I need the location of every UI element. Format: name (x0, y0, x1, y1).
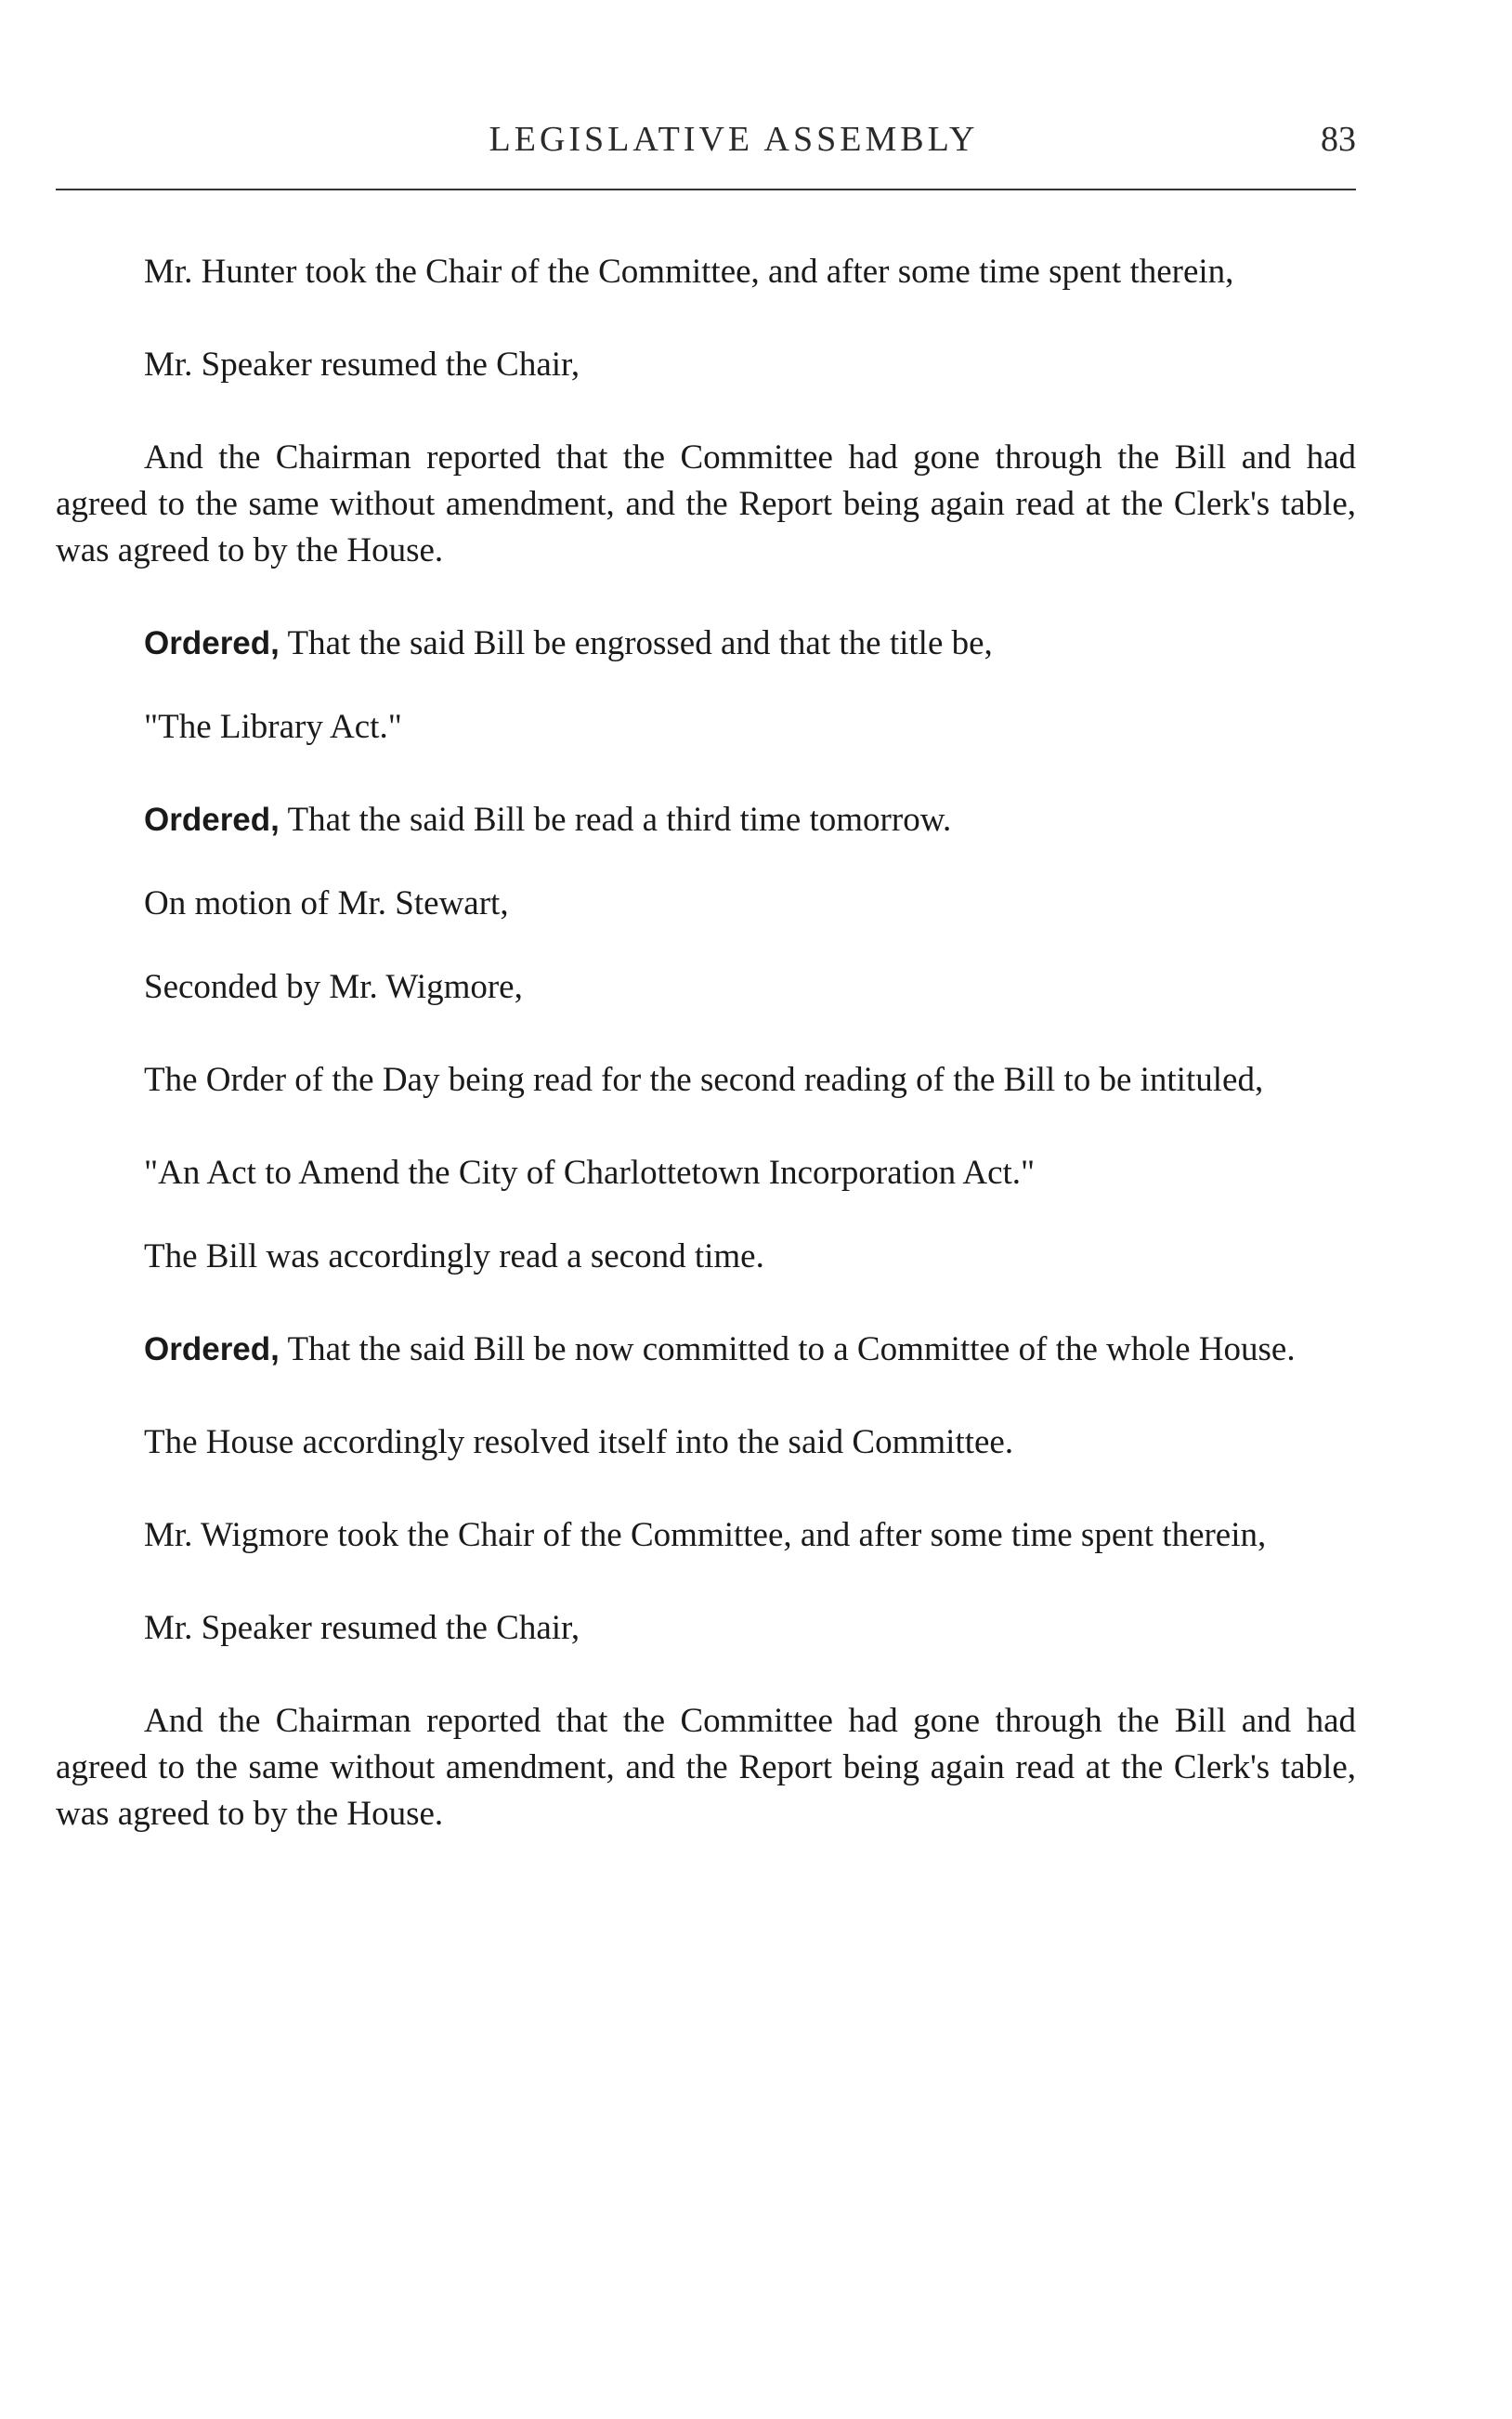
paragraph (56, 704, 1356, 751)
paragraph-text: "An Act to Amend the City of Charlottetown Incorporation Act." (144, 1154, 1036, 1192)
paragraph (56, 1512, 1356, 1559)
paragraph (56, 1605, 1356, 1652)
body-text (56, 249, 1356, 1884)
paragraph-text: The Bill was accordingly read a second time. (144, 1237, 764, 1275)
ordered-paragraph (56, 797, 1356, 843)
paragraph-text: And the Chairman reported that the Committee had gone through the Bill and had agreed to the same without amendment, and the Report being again read at the Clerk's table, was agreed to by the House. (56, 438, 1356, 569)
page-number: 83 (1321, 120, 1356, 159)
running-title: LEGISLATIVE ASSEMBLY (489, 120, 979, 159)
paragraph (56, 249, 1356, 295)
paragraph-text: On motion of Mr. Stewart, (144, 884, 509, 922)
ordered-label: Ordered, (144, 802, 280, 838)
running-head (56, 119, 1356, 175)
paragraph-text: Mr. Hunter took the Chair of the Committee, and after some time spent therein, (144, 253, 1234, 291)
paragraph (56, 1234, 1356, 1280)
ordered-paragraph (56, 1327, 1356, 1373)
paragraph (56, 881, 1356, 927)
paragraph-text: The Order of the Day being read for the second reading of the Bill to be intituled, (144, 1061, 1264, 1099)
paragraph-text: The House accordingly resolved itself into the said Committee. (144, 1423, 1014, 1461)
paragraph-text: Mr. Speaker resumed the Chair, (144, 346, 580, 384)
ordered-label: Ordered, (144, 1331, 280, 1367)
paragraph-text: Mr. Speaker resumed the Chair, (144, 1609, 580, 1647)
ordered-paragraph (56, 621, 1356, 667)
paragraph (56, 1057, 1356, 1104)
paragraph (56, 1698, 1356, 1837)
paragraph-text: Seconded by Mr. Wigmore, (144, 968, 523, 1006)
paragraph-text: That the said Bill be now committed to a Committee of the whole House. (279, 1330, 1296, 1368)
paragraph-text: That the said Bill be engrossed and that the title be, (279, 624, 993, 662)
paragraph-text: And the Chairman reported that the Committee had gone through the Bill and had agreed to the same without amendment, and the Report being again read at the Clerk's table, was agreed to by the House. (56, 1702, 1356, 1833)
paragraph (56, 435, 1356, 574)
paragraph (56, 1419, 1356, 1466)
paragraph (56, 964, 1356, 1011)
ordered-label: Ordered, (144, 625, 280, 661)
paragraph-text: "The Library Act." (144, 708, 402, 746)
header-rule (56, 189, 1356, 190)
paragraph (56, 342, 1356, 388)
paragraph-text: That the said Bill be read a third time tomorrow. (279, 801, 952, 839)
paragraph-text: Mr. Wigmore took the Chair of the Committee, and after some time spent therein, (144, 1516, 1267, 1554)
paragraph (56, 1150, 1356, 1196)
